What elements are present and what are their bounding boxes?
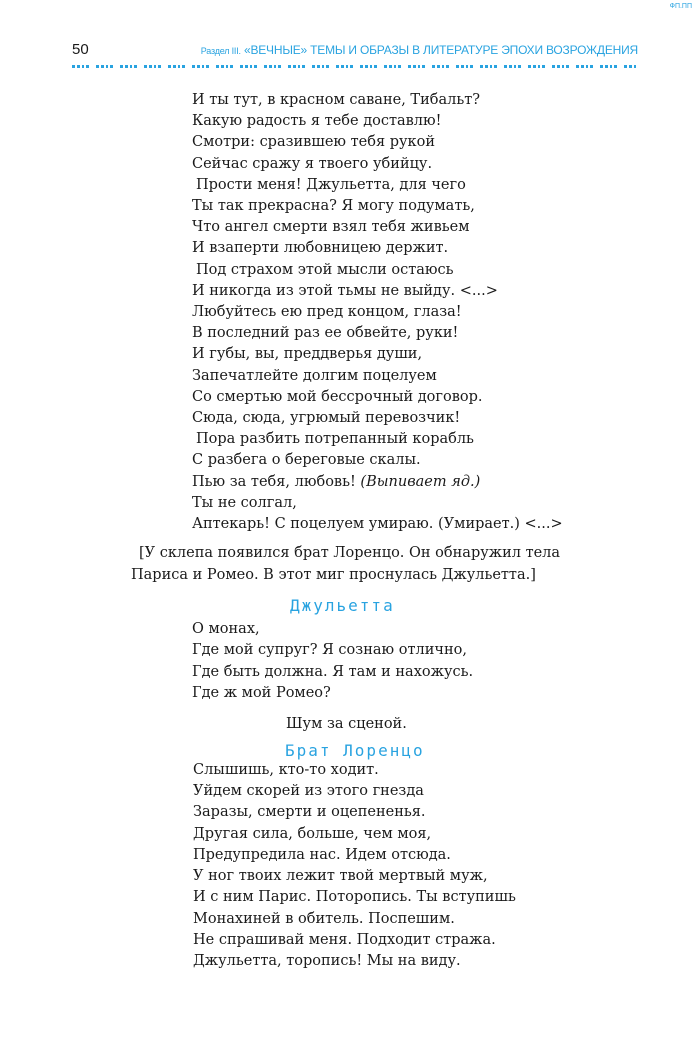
verse-line: Смотри: сразившею тебя рукой (192, 134, 436, 151)
verse-line: Джульетта, торопись! Мы на виду. (193, 952, 461, 969)
verse-line: Другая сила, больше, чем моя, (193, 825, 432, 842)
verse-line (192, 472, 700, 493)
verse-line: Предупредила нас. Идем отсюда. (193, 846, 451, 863)
verse-line: Ты не солгал, (192, 494, 297, 511)
verse-line: Монахиней в обитель. Поспешим. (193, 910, 455, 927)
verse-line: Под страхом этой мысли остаюсь (196, 261, 454, 278)
juliet-verse (192, 619, 700, 704)
verse-line: Со смертью мой бессрочный договор. (192, 388, 483, 405)
stage-direction-line: Париса и Ромео. В этот миг проснулась Джульетта.] (131, 566, 536, 583)
verse-line: О монах, (192, 621, 260, 638)
verse-line: И с ним Парис. Поторопись. Ты вступишь (193, 889, 516, 906)
header-ornament (72, 63, 638, 71)
verse-line: И никогда из этой тьмы не выйду. <...> (192, 282, 498, 299)
stage-direction (0, 543, 700, 586)
verse-line: Запечатлейте долгим поцелуем (192, 367, 437, 384)
play-text (0, 90, 700, 972)
section-title (201, 43, 638, 57)
verse-line: У ног твоих лежит твой мертвый муж, (193, 868, 488, 885)
verse-line: Что ангел смерти взял тебя живьем (192, 219, 470, 236)
verse-text: Пью за тебя, любовь! (192, 473, 356, 490)
verse-line: Сюда, сюда, угрюмый перевозчик! (192, 410, 461, 427)
verse-omission: <...> (524, 516, 563, 533)
verse-line: Прости меня! Джульетта, для чего (196, 176, 466, 193)
verse-line: Уйдем скорей из этого гнезда (193, 783, 424, 800)
page-header (72, 41, 638, 61)
verse-line: И губы, вы, преддверья души, (192, 346, 423, 363)
section-prefix: Раздел III. (200, 46, 241, 56)
verse-line: Какую радость я тебе доставлю! (192, 113, 442, 130)
verse-line: Не спрашивай меня. Подходит стража. (193, 931, 496, 948)
verse-line (192, 514, 700, 535)
verse-line: Слышишь, кто-то ходит. (193, 762, 379, 779)
verse-line: Сейчас сражу я твоего убийцу. (192, 155, 433, 172)
verse-line: С разбега о береговые скалы. (192, 452, 421, 469)
offstage-noise: Шум за сценой. (286, 716, 407, 733)
speaker-lorenzo: Брат Лоренцо (285, 741, 425, 761)
verse-line: Пора разбить потрепанный корабль (196, 431, 474, 448)
verse-line: И взаперти любовницею держит. (192, 240, 449, 257)
verse-text: Аптекарь! С поцелуем умираю. (192, 516, 434, 533)
verse-line: Где быть должна. Я там и нахожусь. (192, 663, 474, 680)
stage-direction-line: [У склепа появился брат Лоренцо. Он обнаружил тела (139, 545, 561, 562)
romeo-verse (192, 90, 700, 535)
verse-line: И ты тут, в красном саване, Тибальт? (192, 92, 481, 108)
lorenzo-verse (193, 760, 700, 972)
verse-line: Любуйтесь ею пред концом, глаза! (192, 304, 462, 321)
speaker-juliet: Джульетта (290, 596, 395, 616)
stage-note-drinks: (Выпивает яд.) (360, 473, 481, 490)
corner-mark: ФП.ПП (669, 3, 692, 10)
verse-line: Ты так прекрасна? Я могу подумать, (192, 198, 475, 215)
verse-line: В последний раз ее обвейте, руки! (192, 325, 459, 342)
stage-note-dies: (Умирает.) (438, 516, 520, 533)
verse-line: Где мой супруг? Я сознаю отлично, (192, 642, 467, 659)
verse-line: Где ж мой Ромео? (192, 684, 331, 701)
verse-line: Заразы, смерти и оцепененья. (193, 804, 426, 821)
section-name: «ВЕЧНЫЕ» ТЕМЫ И ОБРАЗЫ В ЛИТЕРАТУРЕ ЭПОХИ ВОЗРОЖДЕНИЯ (243, 43, 638, 57)
page-number: 50 (72, 41, 89, 58)
